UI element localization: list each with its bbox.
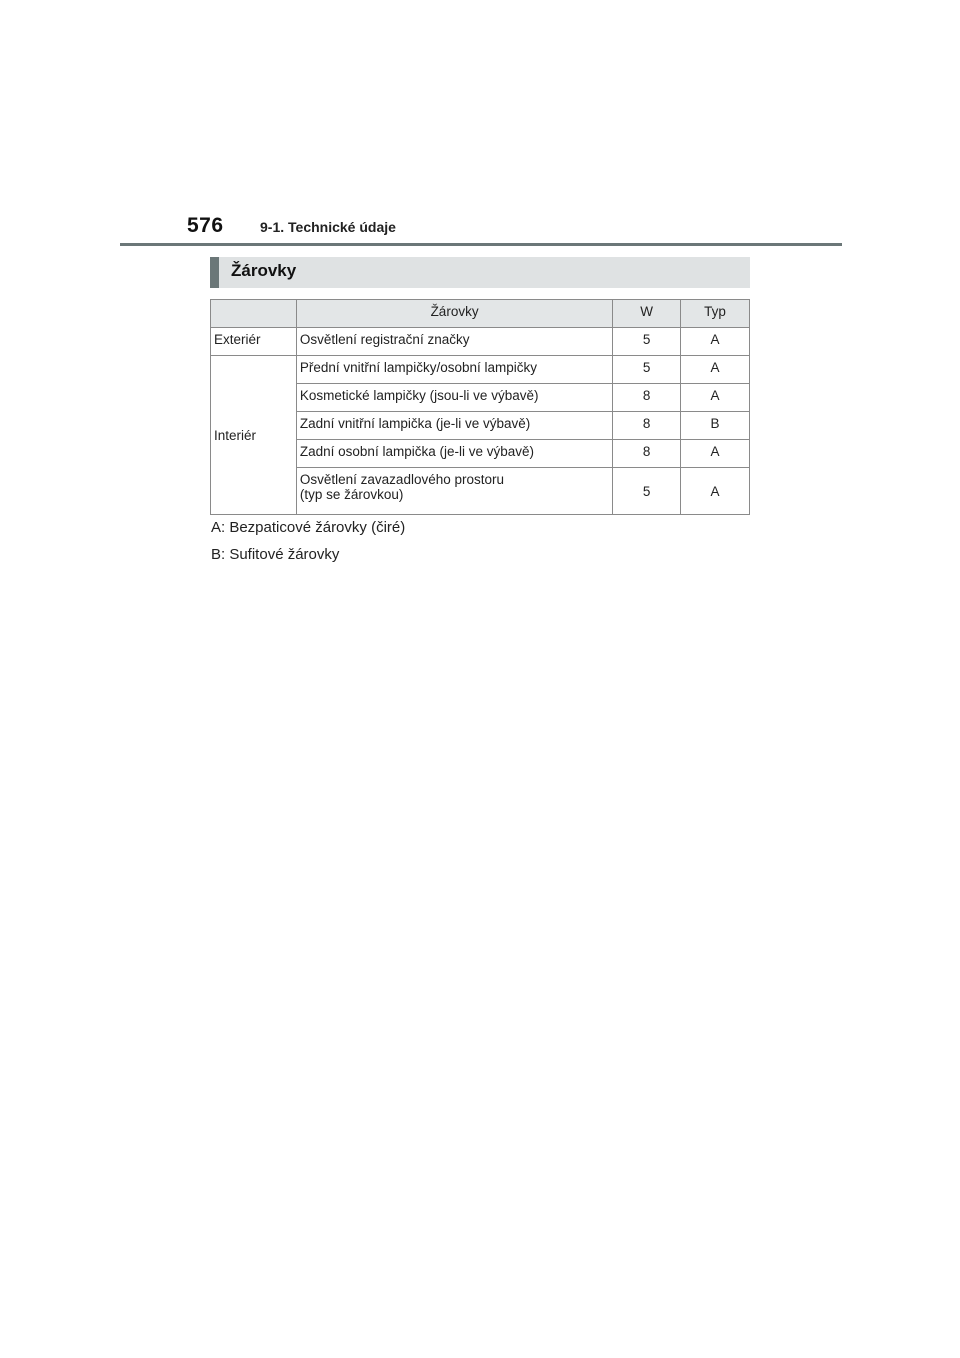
- bulb-watt: 8: [613, 384, 681, 412]
- column-header-category: [211, 300, 297, 328]
- bulb-name-line: Osvětlení zavazadlového prostoru: [299, 472, 505, 487]
- bulb-watt: 5: [613, 356, 681, 384]
- bulb-type: A: [681, 468, 750, 515]
- section-heading-bar: [210, 257, 750, 288]
- table-header-row: [211, 300, 750, 328]
- bulb-name-line: (typ se žárovkou): [299, 487, 404, 502]
- bulb-name: Kosmetické lampičky (jsou-li ve výbavě): [296, 384, 612, 412]
- bulb-type: A: [681, 440, 750, 468]
- column-header-type: Typ: [681, 300, 750, 328]
- row-group-label: Interiér: [211, 356, 297, 515]
- column-header-watt: W: [613, 300, 681, 328]
- bulb-name: Zadní osobní lampička (je-li ve výbavě): [296, 440, 612, 468]
- section-heading: Žárovky: [231, 261, 297, 280]
- row-group-label: Exteriér: [211, 328, 297, 356]
- bulb-name: Přední vnitřní lampičky/osobní lampičky: [296, 356, 612, 384]
- table-row: [211, 356, 750, 384]
- table-row: [211, 328, 750, 356]
- bulb-type: A: [681, 328, 750, 356]
- bulb-name: Zadní vnitřní lampička (je-li ve výbavě): [296, 412, 612, 440]
- bulb-watt: 5: [613, 328, 681, 356]
- header-divider: [120, 243, 842, 246]
- bulb-type: A: [681, 384, 750, 412]
- bulb-watt: 8: [613, 440, 681, 468]
- bulb-watt: 5: [613, 468, 681, 515]
- bulb-type: B: [681, 412, 750, 440]
- bulb-name: [296, 468, 612, 515]
- note-line: B: Sufitové žárovky: [211, 546, 340, 563]
- column-header-bulbs: Žárovky: [296, 300, 612, 328]
- section-title: 9-1. Technické údaje: [260, 219, 396, 235]
- bulbs-table: [210, 299, 750, 515]
- note-line: A: Bezpaticové žárovky (čiré): [211, 519, 406, 536]
- table-notes: [211, 519, 405, 573]
- bulb-name: Osvětlení registrační značky: [296, 328, 612, 356]
- bulb-type: A: [681, 356, 750, 384]
- page-number: 576: [187, 214, 224, 237]
- bulb-watt: 8: [613, 412, 681, 440]
